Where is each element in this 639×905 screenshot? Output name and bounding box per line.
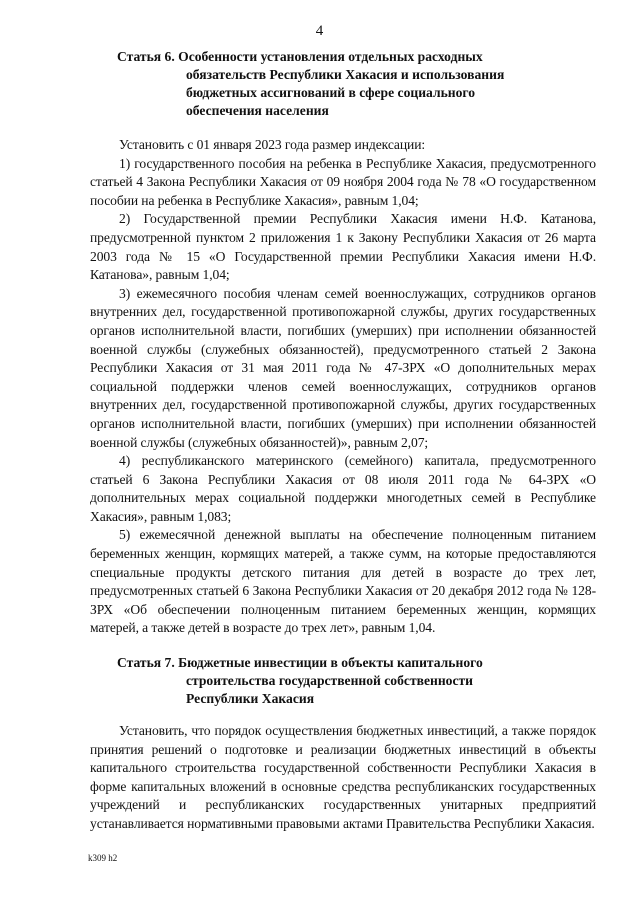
article-6-title-line-4: обеспечения населения [186, 103, 329, 118]
article-7-title-line-3: Республики Хакасия [186, 691, 315, 706]
article-6-item-1: 1) государственного пособия на ребенка в Республике Хакасия, предусмотренного статьей 4 Закона Республики Хакасия от 09 ноября 2004 года № 78 «О государственном пособии на ребенка в Республике Хакасия», равным 1,04; [90, 155, 596, 208]
article-6-item-2: 2) Государственной премии Республики Хакасия имени Н.Ф. Катанова, предусмотренной пунктом 2 приложения 1 к Закону Республики Хакасия от 26 марта 2003 года № 15 «О Государственной премии Республики Хакасия имени Н.Ф. Катанова», равным 1,04; [90, 211, 596, 283]
article-6-intro: Установить с 01 января 2023 года размер индексации: [119, 137, 426, 152]
article-6-heading [117, 48, 587, 120]
article-7-heading [117, 654, 587, 708]
article-6-title-line-3: бюджетных ассигнований в сфере социального [186, 85, 476, 100]
article-6-item-4: 4) республиканского материнского (семейного) капитала, предусмотренного статьей 6 Закона Республики Хакасия от 08 июля 2011 года № 64-ЗРХ «О дополнительных мерах социальной поддержки многодетных семей в Республике Хакасия», равным 1,083; [90, 453, 596, 524]
page-number: 4 [315, 23, 324, 39]
article-6-label: Статья 6. [117, 49, 175, 64]
article-6-item-3: 3) ежемесячного пособия членам семей военнослужащих, сотрудников органов внутренних дел, государственной противопожарной службы, других государственных органов исполнительной власти, погибших (умерших) при исполнении обязанностей военной службы (служебных обязанностей), предусмотренного статьей 2 Закона Республики Хакасия от 31 мая 2011 года № 47-ЗРХ «О дополнительных мерах социальной поддержки членов семей военнослужащих, сотрудников органов внутренних дел, государственной противопожарной службы, других государственных органов исполнительной власти, погибших (умерших) при исполнении обязанностей военной службы (служебных обязанностей)», равным 2,07; [90, 285, 596, 450]
article-6-body [90, 136, 596, 638]
article-6-title-line-2: обязательств Республики Хакасия и использования [186, 67, 505, 82]
article-7-paragraph: Установить, что порядок осуществления бюджетных инвестиций, а также порядок принятия решений о подготовке и реализации бюджетных инвестиций в объекты капитального строительства государственной собственности Республики Хакасия в форме капитальных вложений в основные средства республиканских государственных учреждений и республиканских государственных унитарных предприятий устанавливается нормативными правовыми актами Правительства Республики Хакасия. [90, 723, 596, 831]
article-6-title-line-1: Статья 6. Особенности установления отдельных расходных [117, 49, 483, 64]
article-7-title-line-1: Статья 7. Бюджетные инвестиции в объекты капитального [117, 655, 483, 670]
article-6-item-5: 5) ежемесячной денежной выплаты на обеспечение полноценным питанием беременных женщин, кормящих матерей, а также сумм, на которые предоставляются специальные продукты детского питания для детей в возрасте до трех лет, предусмотренных статьей 6 Закона Республики Хакасия от 20 декабря 2012 года № 128-ЗРХ «Об обеспечении полноценным питанием беременных женщин, кормящих матерей, а также детей в возрасте до трех лет», равным 1,04. [90, 527, 596, 636]
article-7-label: Статья 7. [117, 655, 175, 670]
article-7-body [90, 722, 596, 834]
footer-code: k309 h2 [88, 853, 118, 863]
article-7-title-line-2: строительства государственной собственности [186, 673, 473, 688]
